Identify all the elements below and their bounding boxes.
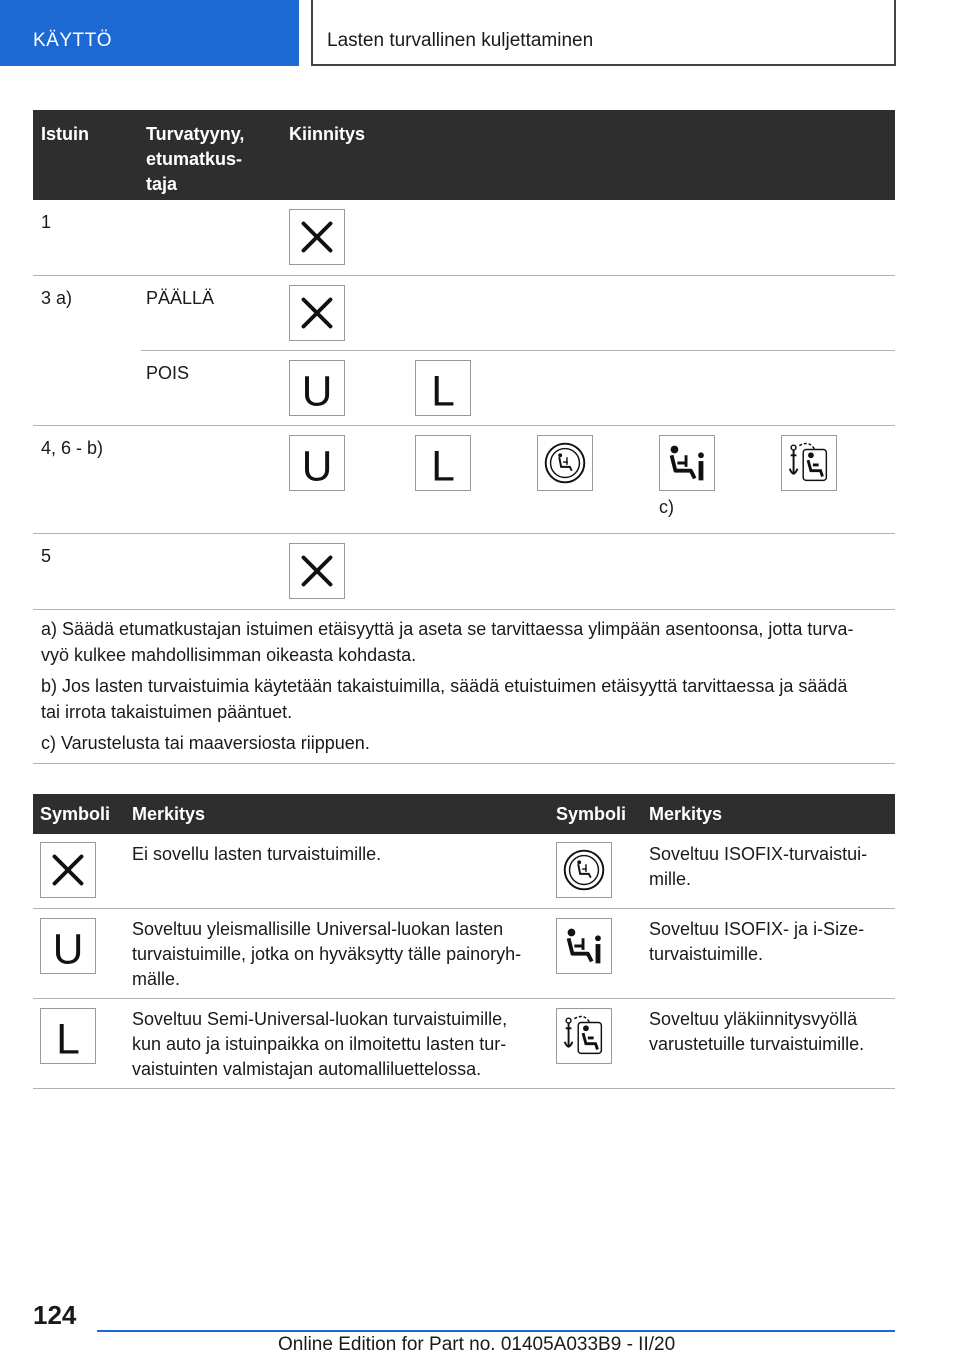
footnote-b: b) Jos lasten turvaistuimia käytetään takaistuimilla, säädä etuistuimen etäisyyttä tarvittaessa ja säädä tai irrota takaistuimen pääntuet.: [41, 676, 848, 722]
x-icon: [289, 209, 345, 265]
footnote-c: c) Varustelusta tai maaversiosta riippuen.: [41, 733, 370, 753]
x-icon: [40, 842, 96, 898]
u-icon: [289, 360, 345, 416]
seat-number: 4, 6 - b): [41, 438, 104, 458]
airbag-state: PÄÄLLÄ: [146, 288, 215, 308]
seat-number: 5: [41, 546, 52, 566]
symbol-legend-table: [33, 794, 895, 1089]
table-row: [33, 276, 895, 351]
table-row: [33, 834, 895, 909]
meaning-text: Soveltuu yläkiinnitysvyöllä varustetuille turvaistuimille.: [649, 1009, 865, 1054]
table-row: [33, 200, 895, 276]
svg-text:U: U: [52, 925, 84, 973]
l-icon: [415, 360, 471, 416]
meaning-text: Soveltuu yleismallisille Universal-luokan lasten turvaistuimille, jotka on hyväksytty tälle painoryh- mälle.: [132, 919, 522, 989]
l-icon: [40, 1008, 96, 1064]
svg-text:U: U: [301, 442, 333, 490]
meaning-text: Soveltuu ISOFIX- ja i-Size- turvaistuimille.: [649, 919, 865, 964]
legend-header: [33, 794, 895, 834]
x-icon: [289, 285, 345, 341]
u-icon: [289, 435, 345, 491]
page-number: 124: [33, 1300, 77, 1330]
isize-icon: [556, 918, 612, 974]
isofix-icon: [537, 435, 593, 491]
x-icon: [289, 543, 345, 599]
isofix-icon: [556, 842, 612, 898]
top-tether-icon: [781, 435, 837, 491]
header-meaning: Merkitys: [132, 804, 206, 824]
seat-number: 1: [41, 212, 52, 232]
table-row: [33, 426, 895, 534]
header-mounting: Kiinnitys: [289, 124, 366, 144]
footer-divider: [97, 1330, 895, 1332]
table-row: [33, 999, 895, 1089]
meaning-text: Soveltuu ISOFIX-turvaistui- mille.: [649, 844, 868, 889]
table-row: [33, 534, 895, 610]
header-seat: Istuin: [41, 124, 89, 144]
header-meaning: Merkitys: [649, 804, 723, 824]
header-symbol: Symboli: [556, 804, 627, 824]
footnote-marker: c): [659, 497, 674, 517]
edition-text: Online Edition for Part no. 01405A033B9 - II/20: [278, 1334, 676, 1355]
section-tab: KÄYTTÖ: [0, 0, 299, 66]
seat-number: 3 a): [41, 288, 73, 308]
u-icon: [40, 918, 96, 974]
page-title: Lasten turvallinen kuljettaminen: [311, 0, 896, 66]
svg-text:L: L: [56, 1015, 80, 1063]
header-airbag: Turvatyyny, etumatkus- taja: [146, 124, 245, 194]
seat-table: [33, 110, 895, 610]
meaning-text: Ei sovellu lasten turvaistuimille.: [132, 844, 382, 864]
row-merge-mask: [33, 350, 141, 351]
meaning-text: Soveltuu Semi-Universal-luokan turvaistuimille, kun auto ja istuinpaikka on ilmoitettu lasten tur- vaistuinten valmistajan automalliluettelossa.: [132, 1009, 508, 1079]
svg-text:U: U: [301, 367, 333, 415]
isize-icon: [659, 435, 715, 491]
l-icon: [415, 435, 471, 491]
table-row: [33, 909, 895, 999]
svg-text:L: L: [431, 367, 455, 415]
top-tether-icon: [556, 1008, 612, 1064]
table-footnotes: [33, 610, 895, 764]
footnote-a: a) Säädä etumatkustajan istuimen etäisyyttä ja aseta se tarvittaessa ylimpään asentoonsa, jotta turva- vyö kulkee mahdollisimman oikeasta kohdasta.: [41, 619, 854, 665]
header-symbol: Symboli: [40, 804, 111, 824]
svg-text:L: L: [431, 442, 455, 490]
table-row: [33, 351, 895, 426]
airbag-state: POIS: [146, 363, 190, 383]
seat-table-header: [33, 110, 895, 200]
